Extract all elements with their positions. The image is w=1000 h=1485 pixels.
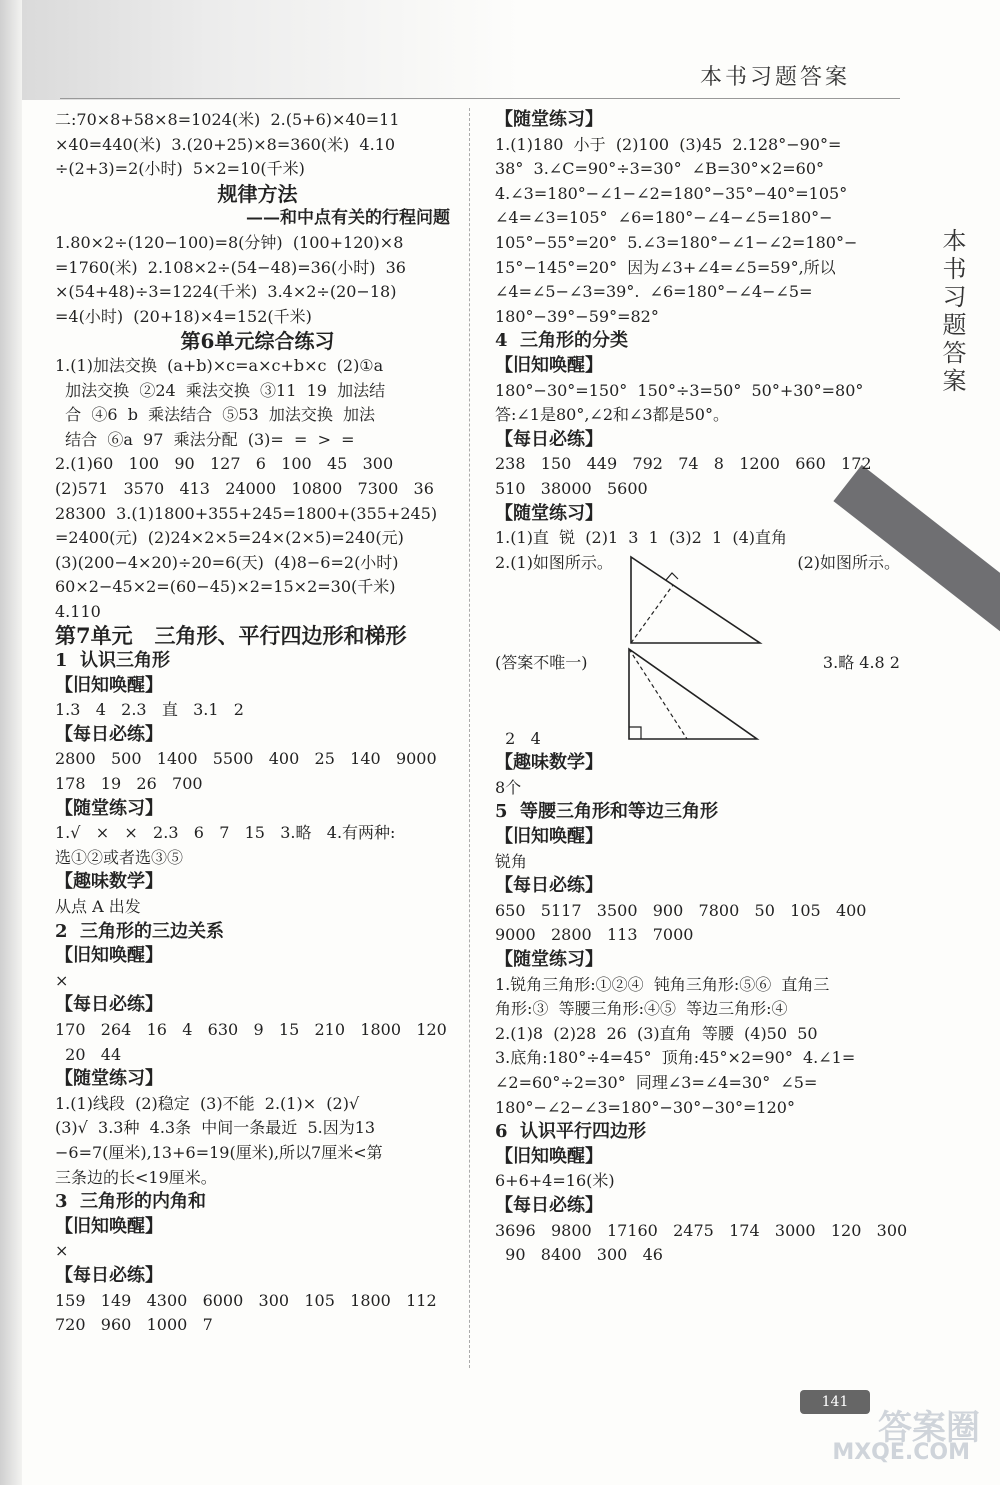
answer-line: 1.(1)180 小于 (2)100 (3)45 2.128°−90°= bbox=[495, 134, 842, 154]
figure-block bbox=[495, 551, 900, 727]
section-heading: 【每日必练】 bbox=[55, 1264, 163, 1286]
section-heading: 【每日必练】 bbox=[495, 875, 603, 897]
section-heading: ——和中点有关的行程问题 bbox=[246, 208, 450, 229]
answer-line: 28300 3.(1)1800+355+245=1800+(355+245) bbox=[55, 503, 438, 523]
right-column bbox=[495, 108, 908, 1268]
answer-line: 8个 bbox=[495, 777, 522, 797]
answer-line: 1.80×2÷(120−100)=8(分钟) (100+120)×8 bbox=[55, 232, 404, 252]
section-heading: 【每日必练】 bbox=[495, 1194, 603, 1216]
header-rule bbox=[60, 98, 900, 99]
section-heading: 5 等腰三角形和等边三角形 bbox=[495, 801, 719, 823]
triangle-figure-2 bbox=[625, 645, 765, 743]
answer-line: =4(小时) (20+18)×4=152(千米) bbox=[55, 306, 312, 326]
answer-line: 1.√ × × 2.3 6 7 15 3.略 4.有两种: bbox=[55, 823, 396, 843]
right-column-bottom bbox=[495, 727, 908, 1268]
side-tab bbox=[900, 0, 1000, 1485]
answer-line: 2800 500 1400 5500 400 25 140 9000 bbox=[55, 749, 437, 769]
section-heading: 【随堂练习】 bbox=[55, 797, 163, 819]
answer-line: 3696 9800 17160 2475 174 3000 120 300 bbox=[495, 1220, 908, 1240]
figure-label-2: (2)如图所示。 bbox=[797, 552, 900, 572]
answer-line: × bbox=[55, 1241, 69, 1261]
answer-line: 159 149 4300 6000 300 105 1800 112 bbox=[55, 1290, 437, 1310]
answer-line: (2)571 3570 413 24000 10800 7300 36 bbox=[55, 478, 434, 498]
answer-line: 180°−30°=150° 150°÷3=50° 50°+30°=80° bbox=[495, 380, 864, 400]
answer-line: 3.底角:180°÷4=45° 顶角:45°×2=90° 4.∠1= bbox=[495, 1048, 856, 1068]
answer-line: 选①②或者选③⑤ bbox=[55, 847, 184, 867]
triangle-figure-1 bbox=[625, 553, 765, 648]
figure-label-3: (答案不唯一) bbox=[495, 652, 588, 672]
answer-line: 90 8400 300 46 bbox=[495, 1245, 663, 1265]
answer-line: 2.(1)60 100 90 127 6 100 45 300 bbox=[55, 454, 394, 474]
figure-label-1: 2.(1)如图所示。 bbox=[495, 552, 613, 572]
answer-line: 4.110 bbox=[55, 601, 101, 621]
answer-line: 9000 2800 113 7000 bbox=[495, 925, 694, 945]
section-heading: 规律方法 bbox=[217, 181, 298, 206]
section-heading: 【每日必练】 bbox=[495, 428, 603, 450]
section-heading: 【随堂练习】 bbox=[55, 1068, 163, 1090]
answer-line: 1.锐角三角形:①②④ 钝角三角形:⑤⑥ 直角三 bbox=[495, 974, 830, 994]
answer-line: 4.∠3=180°−∠1−∠2=180°−35°−40°=105° bbox=[495, 183, 848, 203]
answer-line: =2400(元) (2)24×2×5=24×(2×5)=240(元) bbox=[55, 528, 404, 548]
section-heading: 【随堂练习】 bbox=[495, 502, 603, 524]
left-column bbox=[55, 108, 460, 1338]
section-heading: 【旧知唤醒】 bbox=[55, 674, 163, 696]
answer-line: 从点 A 出发 bbox=[55, 897, 141, 916]
column-divider bbox=[469, 108, 470, 1368]
answer-line: 结合 ⑥a 97 乘法分配 (3)= = > = bbox=[55, 429, 355, 449]
section-heading: 6 认识平行四边形 bbox=[495, 1121, 647, 1143]
answer-line: 15°−145°=20° 因为∠3+∠4=∠5=59°,所以 bbox=[495, 257, 836, 277]
answer-line: 2.(1)8 (2)28 26 (3)直角 等腰 (4)50 50 bbox=[495, 1023, 818, 1043]
answer-line: 答:∠1是80°,∠2和∠3都是50°。 bbox=[495, 405, 729, 425]
answer-line: 238 150 449 792 74 8 1200 660 172 bbox=[495, 454, 872, 474]
answer-line: ∠2=60°÷2=30° 同理∠3=∠4=30° ∠5= bbox=[495, 1073, 818, 1092]
answer-line: 三条边的长<19厘米。 bbox=[55, 1167, 217, 1187]
answer-line: 1.(1)线段 (2)稳定 (3)不能 2.(1)× (2)√ bbox=[55, 1093, 360, 1113]
answer-line: ∠4=∠5−∠3=39°. ∠6=180°−∠4−∠5= bbox=[495, 282, 813, 302]
answer-line: 2 4 bbox=[495, 728, 541, 748]
side-title: 本书习题答案 bbox=[938, 228, 966, 396]
watermark: 答案圈 bbox=[878, 1408, 980, 1448]
section-heading: 4 三角形的分类 bbox=[495, 330, 629, 352]
answer-line: 60×2−45×2=(60−45)×2=15×2=30(千米) bbox=[55, 577, 396, 597]
answer-line: 加法交换 ②24 乘法交换 ③11 19 加法结 bbox=[55, 380, 386, 400]
answer-line: (3)√ 3.3种 4.3条 中间一条最近 5.因为13 bbox=[55, 1118, 376, 1138]
answer-line: 20 44 bbox=[55, 1044, 122, 1064]
section-heading: 【旧知唤醒】 bbox=[55, 945, 163, 967]
answer-line: × bbox=[55, 970, 69, 990]
answer-line: 720 960 1000 7 bbox=[55, 1315, 213, 1335]
answer-line: ∠4=∠3=105° ∠6=180°−∠4−∠5=180°− bbox=[495, 208, 833, 228]
section-heading: 【随堂练习】 bbox=[495, 949, 603, 971]
answer-line: 180°−39°−59°=82° bbox=[495, 306, 659, 326]
figure-label-4: 3.略 4.8 2 bbox=[822, 652, 900, 672]
section-heading: 3 三角形的内角和 bbox=[55, 1191, 207, 1213]
answer-line: 角形:③ 等腰三角形:④⑤ 等边三角形:④ bbox=[495, 999, 788, 1019]
section-heading: 【旧知唤醒】 bbox=[495, 354, 603, 376]
answer-line: =1760(米) 2.108×2÷(54−48)=36(小时) 36 bbox=[55, 257, 406, 277]
section-heading: 【旧知唤醒】 bbox=[55, 1215, 163, 1237]
section-heading: 【趣味数学】 bbox=[495, 752, 603, 774]
answer-line: ×40=440(米) 3.(20+25)×8=360(米) 4.10 bbox=[55, 134, 396, 154]
section-heading: 【旧知唤醒】 bbox=[495, 826, 603, 848]
answer-line: 6+6+4=16(米) bbox=[495, 1171, 615, 1191]
section-heading: 【每日必练】 bbox=[55, 723, 163, 745]
answer-line: 178 19 26 700 bbox=[55, 774, 203, 794]
section-heading: 【旧知唤醒】 bbox=[495, 1145, 603, 1167]
answer-line: 合 ④6 b 乘法结合 ⑤53 加法交换 加法 bbox=[55, 405, 375, 425]
answer-line: −6=7(厘米),13+6=19(厘米),所以7厘米<第 bbox=[55, 1142, 383, 1162]
page-edge bbox=[0, 0, 22, 1485]
answer-line: 38° 3.∠C=90°÷3=30° ∠B=30°×2=60° bbox=[495, 159, 825, 179]
answer-line: ÷(2+3)=2(小时) 5×2=10(千米) bbox=[55, 159, 305, 179]
answer-line: ×(54+48)÷3=1224(千米) 3.4×2÷(20−18) bbox=[55, 282, 397, 302]
header-title: 本书习题答案 bbox=[699, 65, 850, 90]
answer-line: 105°−55°=20° 5.∠3=180°−∠1−∠2=180°− bbox=[495, 232, 858, 252]
answer-line: 1.3 4 2.3 直 3.1 2 bbox=[55, 700, 244, 720]
page-number: 141 bbox=[800, 1390, 870, 1414]
right-column-top bbox=[495, 108, 900, 551]
answer-line: 170 264 16 4 630 9 15 210 1800 120 bbox=[55, 1019, 447, 1039]
section-heading: 【趣味数学】 bbox=[55, 871, 163, 893]
section-heading: 2 三角形的三边关系 bbox=[55, 920, 225, 942]
answer-line: 锐角 bbox=[495, 851, 528, 871]
section-heading: 【随堂练习】 bbox=[495, 109, 603, 130]
answer-line: 650 5117 3500 900 7800 50 105 400 bbox=[495, 900, 867, 920]
scan-shadow bbox=[0, 0, 520, 100]
answer-line: 1.(1)加法交换 (a+b)×c=a×c+b×c (2)①a bbox=[55, 355, 384, 375]
section-heading: 1 认识三角形 bbox=[55, 650, 171, 672]
answer-line: 510 38000 5600 bbox=[495, 478, 648, 498]
section-heading: 第7单元 三角形、平行四边形和梯形 bbox=[55, 623, 407, 649]
answer-line: 1.(1)直 锐 (2)1 3 1 (3)2 1 (4)直角 bbox=[495, 528, 788, 548]
answer-line: 180°−∠2−∠3=180°−30°−30°=120° bbox=[495, 1097, 795, 1117]
section-heading: 【每日必练】 bbox=[55, 994, 163, 1016]
section-heading: 第6单元综合练习 bbox=[180, 329, 335, 354]
answer-line: (3)(200−4×20)÷20=6(天) (4)8−6=2(小时) bbox=[55, 552, 399, 572]
watermark-url: MXQE.COM bbox=[832, 1440, 970, 1465]
answer-line: 二:70×8+58×8=1024(米) 2.(5+6)×40=11 bbox=[55, 110, 400, 129]
